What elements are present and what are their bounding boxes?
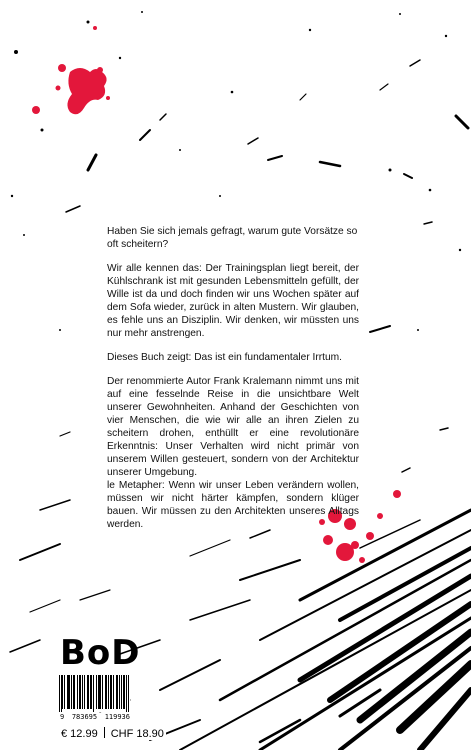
barcode-bar	[126, 675, 127, 712]
barcode-bar	[79, 675, 80, 709]
barcode-bar	[93, 675, 94, 712]
barcode-bar	[91, 675, 92, 709]
publisher-logo: BoD	[60, 633, 141, 673]
barcode-bar	[124, 675, 125, 709]
price-chf: CHF 18.90	[110, 728, 164, 740]
barcode-bar	[90, 675, 91, 709]
barcode-bar	[96, 675, 97, 709]
isbn-digit-prefix: 9	[60, 713, 65, 721]
barcode-bar	[73, 675, 74, 709]
barcode-bar	[84, 675, 85, 709]
isbn-digit-group-2: 119936	[104, 713, 130, 721]
barcode-bar	[69, 675, 70, 709]
barcode-bar	[80, 675, 81, 709]
blurb-thesis: Dieses Buch zeigt: Das ist ein fundamentaler Irrtum.	[107, 352, 342, 363]
barcode-bar	[105, 675, 106, 709]
barcode-bar	[67, 675, 68, 709]
barcode-bar	[74, 675, 75, 709]
barcode-bar	[100, 675, 101, 709]
red-splatter-top	[32, 26, 110, 114]
blurb-paragraph-author: Der renommierte Autor Frank Kralemann nimmt uns mit auf eine fesselnde Reise in die unsichtbare Welt unserer Gewohnheiten. Anhand der Geschichten von vier Menschen, die wie wir alle an ihren Zielen zu scheitern drohen, enthüllt er eine revolutionäre Erkenntnis: Unser Verhalten wird nicht primär von unserem Willen gesteuert, sondern von der Architektur unserer Umgebung.	[107, 376, 359, 478]
blurb-paragraph-metaphor: le Metapher: Wenn wir unser Leben verändern wollen, müssen wir nicht härter kämpfen, sondern klüger bauen. Wir müssen zu den Architekten unseres Alltags werden.	[107, 480, 359, 530]
barcode-bar	[62, 675, 63, 709]
barcode-bar	[111, 675, 112, 709]
barcode-bar	[88, 675, 89, 709]
barcode-bar	[82, 675, 83, 709]
barcode-bar	[77, 675, 78, 709]
isbn-barcode	[58, 674, 130, 712]
isbn-digit-group-1: 783695	[71, 713, 98, 721]
barcode-bar	[64, 675, 65, 709]
blurb-paragraph-scenario: Wir alle kennen das: Der Trainingsplan liegt bereit, der Kühlschrank ist mit gesunden Lebensmitteln gefüllt, der Wille ist da und doch finden wir uns Wochen später auf dem Sofa wieder, zurück in alten Mustern. Wir glauben, es fehle uns an Disziplin. Wir denken, wir müssten uns nur mehr anstrengen.	[107, 263, 359, 339]
blurb-question: Haben Sie sich jemals gefragt, warum gute Vorsätze so oft scheitern?	[107, 226, 358, 250]
barcode-bar	[121, 675, 122, 709]
barcode-bar	[128, 675, 129, 712]
barcode-bar	[61, 675, 62, 712]
barcode-bar	[102, 675, 103, 709]
back-cover-blurb	[107, 225, 359, 542]
barcode-bar	[108, 675, 109, 709]
barcode-bar	[113, 675, 114, 709]
price-separator	[104, 727, 105, 738]
barcode-bar	[98, 675, 99, 709]
barcode-bar	[123, 675, 124, 709]
barcode-bar	[99, 675, 100, 709]
barcode-bar	[106, 675, 107, 709]
barcode-bar	[117, 675, 118, 709]
price-line	[59, 727, 166, 740]
price-eur: € 12.99	[61, 728, 98, 740]
barcode-bar	[59, 675, 60, 712]
barcode-bar	[68, 675, 69, 709]
barcode-bar	[119, 675, 120, 709]
barcode-bar	[116, 675, 117, 709]
isbn-digits	[60, 713, 130, 721]
barcode-bar	[110, 675, 111, 709]
barcode-bar	[87, 675, 88, 709]
barcode-bar	[71, 675, 72, 709]
